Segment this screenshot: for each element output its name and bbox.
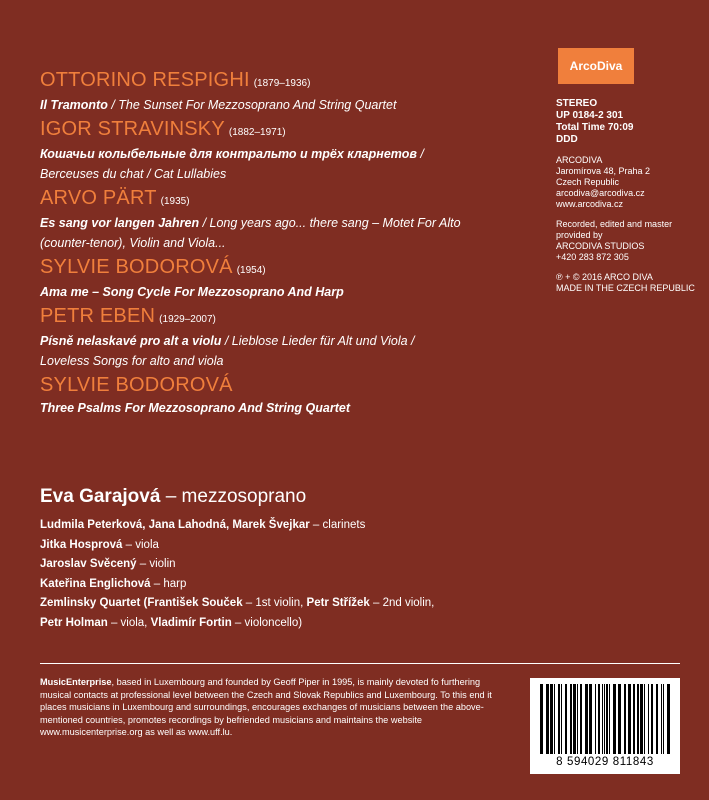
performer-name: Vladimír Fortin xyxy=(150,616,232,629)
barcode-bar xyxy=(565,684,567,754)
work-title xyxy=(40,95,520,115)
performer-line xyxy=(40,555,520,575)
barcode-bar xyxy=(661,684,662,754)
address-line: Czech Republic xyxy=(556,177,620,187)
barcode-bar xyxy=(606,684,608,754)
performer-role: – viola xyxy=(122,538,159,551)
work-title xyxy=(40,282,520,302)
performer-name: Jaroslav Svěcený xyxy=(40,558,137,571)
composer-line xyxy=(40,256,520,282)
work-title-part: (counter-tenor), Violin and Viola... xyxy=(40,236,226,250)
barcode-bar xyxy=(648,684,649,754)
barcode-bar xyxy=(667,684,670,754)
recording-line: provided by xyxy=(556,230,603,240)
barcode-bar xyxy=(598,684,600,754)
barcode-bar xyxy=(546,684,549,754)
performer-line xyxy=(40,516,520,536)
barcode-bar xyxy=(656,684,658,754)
work-title-part: Es sang vor langen Jahren xyxy=(40,216,200,230)
work-item xyxy=(40,374,520,418)
composer-dates: (1929–2007) xyxy=(159,314,216,325)
barcode-bar xyxy=(558,684,560,754)
barcode-bar xyxy=(561,684,562,754)
work-title xyxy=(40,331,520,351)
performers-section xyxy=(40,484,520,634)
footer-body: , based in Luxembourg and founded by Geoff Piper in 1995, is mainly devoted fo furthering musical contacts at professional level between the Czech and Slovak Republics and Luxembourg. To this end it places musicians in Luxembourg and surroundings, encourages exchanges of musicians between the above-mentioned countries, promotes recordings by befriended musicians and maintains the website www.musicenterprise.org as well as www.uff.lu. xyxy=(40,677,492,738)
barcode-bar xyxy=(570,684,572,754)
work-title xyxy=(40,398,520,418)
composer-dates: (1935) xyxy=(160,196,190,207)
barcode xyxy=(530,678,680,774)
work-item xyxy=(40,305,520,371)
performer-role: – harp xyxy=(150,577,187,590)
lead-role: – mezzosoprano xyxy=(160,486,307,507)
disc-specs xyxy=(556,98,706,146)
barcode-bar xyxy=(624,684,626,754)
composer-name: ARVO PÄRT xyxy=(40,187,157,209)
specs-line: DDD xyxy=(556,134,578,145)
barcode-bar xyxy=(640,684,643,754)
label-address xyxy=(556,155,706,210)
performer-list xyxy=(40,516,520,634)
specs-line: STEREO xyxy=(556,98,598,109)
barcode-bar xyxy=(604,684,605,754)
divider-line xyxy=(40,663,680,664)
composer-dates: (1882–1971) xyxy=(228,127,286,138)
performer-name: Jitka Hosprová xyxy=(40,538,123,551)
footer-text xyxy=(40,676,508,739)
barcode-bar xyxy=(633,684,635,754)
label-info xyxy=(556,48,706,303)
barcode-bar xyxy=(644,684,645,754)
performer-line xyxy=(40,536,520,556)
barcode-bar xyxy=(602,684,603,754)
barcode-bar xyxy=(573,684,576,754)
performer-name: Kateřina Englichová xyxy=(40,577,151,590)
work-title xyxy=(40,164,520,184)
work-title-part: Loveless Songs for alto and viola xyxy=(40,354,224,368)
barcode-bar xyxy=(580,684,582,754)
work-title xyxy=(40,351,520,371)
composer-dates: (1879–1936) xyxy=(253,78,311,89)
composer-line xyxy=(40,305,520,331)
work-title-part: / Long years ago... there sang – Motet For Alto xyxy=(199,216,461,230)
performer-role: – viola, xyxy=(107,616,151,629)
barcode-bar xyxy=(609,684,610,754)
performer-name: Petr Holman xyxy=(40,616,108,629)
barcode-bar xyxy=(613,684,616,754)
barcode-bar xyxy=(554,684,555,754)
copyright-line: MADE IN THE CZECH REPUBLIC xyxy=(556,283,695,293)
barcode-bar xyxy=(618,684,621,754)
work-title-part: / xyxy=(416,147,424,161)
composer-name: SYLVIE BODOROVÁ xyxy=(40,256,233,278)
barcode-bar xyxy=(577,684,578,754)
performer-role: – violin xyxy=(136,558,176,571)
composer-line xyxy=(40,374,520,398)
address-line: www.arcodiva.cz xyxy=(556,199,624,209)
performer-role: – violoncello) xyxy=(231,616,303,629)
performer-line xyxy=(40,614,520,634)
work-item xyxy=(40,118,520,184)
barcode-bar xyxy=(628,684,631,754)
performer-line xyxy=(40,575,520,595)
address-line: arcodiva@arcodiva.cz xyxy=(556,188,645,198)
work-title-part: Berceuses du chat / Cat Lullabies xyxy=(40,167,227,181)
copyright-notice xyxy=(556,272,706,294)
performer-role: – 1st violin, xyxy=(242,597,307,610)
recording-line: ARCODIVA STUDIOS xyxy=(556,241,645,251)
work-title-part: / The Sunset For Mezzosoprano And String Quartet xyxy=(107,98,397,112)
barcode-bar xyxy=(663,684,664,754)
specs-line: UP 0184-2 301 xyxy=(556,110,624,121)
barcode-bar xyxy=(589,684,592,754)
address-line: Jaromírova 48, Praha 2 xyxy=(556,166,651,176)
copyright-line: ℗ + © 2016 ARCO DIVA xyxy=(556,272,653,282)
barcode-bar xyxy=(595,684,596,754)
work-title xyxy=(40,213,520,233)
work-item xyxy=(40,187,520,253)
performer-role: – 2nd violin, xyxy=(369,597,435,610)
composer-line xyxy=(40,187,520,213)
barcode-digits: 8 594029 811843 xyxy=(556,756,654,768)
work-title-part: Il Tramonto xyxy=(40,98,108,112)
barcode-bar xyxy=(637,684,639,754)
composer-name: SYLVIE BODOROVÁ xyxy=(40,374,233,396)
composer-line xyxy=(40,118,520,144)
performer-role: – clarinets xyxy=(309,519,366,531)
recording-credits xyxy=(556,219,706,263)
barcode-bar xyxy=(550,684,553,754)
performer-name: Ludmila Peterková, Jana Lahodná, Marek Švejkar xyxy=(40,519,310,531)
composer-dates: (1954) xyxy=(236,265,266,276)
lead-performer xyxy=(40,484,520,510)
work-item xyxy=(40,69,520,115)
performer-name: Petr Střížek xyxy=(306,597,370,610)
work-item xyxy=(40,256,520,302)
works-list xyxy=(40,66,520,418)
barcode-bar xyxy=(540,684,543,754)
composer-line xyxy=(40,69,520,95)
work-title xyxy=(40,144,520,164)
recording-line: Recorded, edited and master xyxy=(556,219,673,229)
composer-name: OTTORINO RESPIGHI xyxy=(40,69,250,91)
work-title xyxy=(40,233,520,253)
address-line: ARCODIVA xyxy=(556,155,603,165)
barcode-bar xyxy=(585,684,588,754)
composer-name: IGOR STRAVINSKY xyxy=(40,118,225,140)
lead-name: Eva Garajová xyxy=(40,486,161,507)
specs-line: Total Time 70:09 xyxy=(556,122,634,133)
performer-name: Zemlinsky Quartet (František Souček xyxy=(40,597,243,610)
composer-name: PETR EBEN xyxy=(40,305,156,327)
performer-line xyxy=(40,594,520,614)
footer-org: MusicEnterprise xyxy=(40,677,112,687)
arcodiva-logo: ArcoDiva xyxy=(558,48,634,84)
work-title-part: Кошачьи колыбельные для контральто и трёх кларнетов xyxy=(40,147,417,161)
recording-line: +420 283 872 305 xyxy=(556,252,629,262)
work-title-part: Ama me – Song Cycle For Mezzosoprano And Harp xyxy=(40,285,344,299)
work-title-part: Písně nelaskavé pro alt a violu xyxy=(40,334,222,348)
barcode-bar xyxy=(651,684,653,754)
work-title-part: / Lieblose Lieder für Alt und Viola / xyxy=(221,334,415,348)
work-title-part: Three Psalms For Mezzosoprano And String Quartet xyxy=(40,401,350,415)
